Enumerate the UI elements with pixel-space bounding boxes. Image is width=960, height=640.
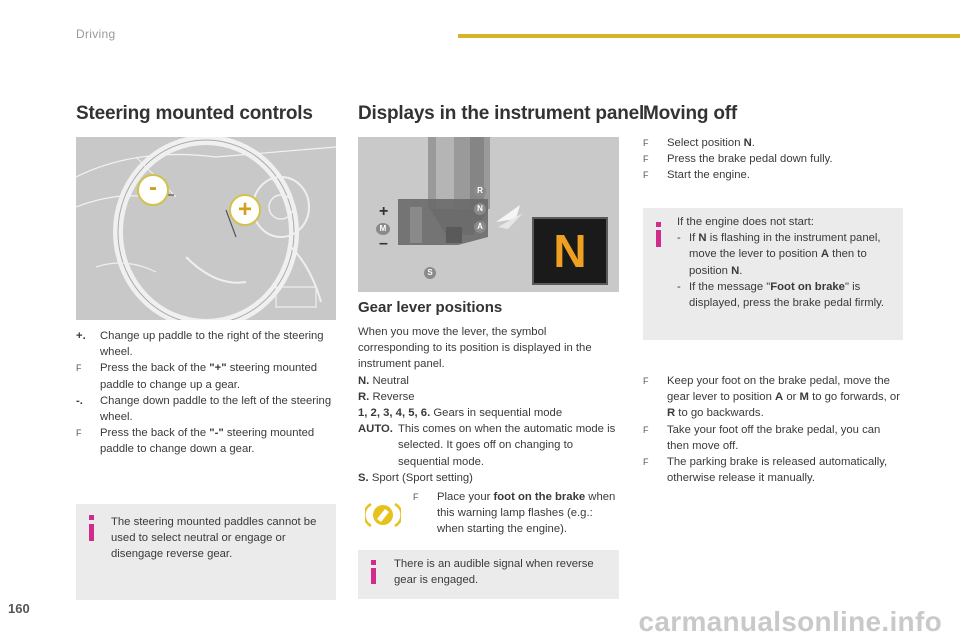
position-auto: AUTO. This comes on when the automatic mode is selected. It goes off on changing to sequential mode. (358, 423, 616, 468)
step-start-engine: F Start the engine. (643, 167, 905, 183)
row-text: Change up paddle to the right of the steering wheel. (100, 330, 324, 359)
bullet-icon: F (643, 376, 649, 386)
gate-label-m: M (376, 223, 390, 235)
gate-label-r: R (474, 185, 486, 197)
gear-lever-illustration (358, 137, 619, 292)
reverse-info-text: There is an audible signal when reverse gear is engaged. (394, 558, 594, 587)
paddle-info-text: The steering mounted paddles cannot be used to select neutral or engage or disengage reverse gear. (111, 516, 317, 561)
position-sport: S. Sport (Sport setting) (358, 471, 473, 484)
paddle-row-minus (76, 393, 338, 425)
header-rule (458, 34, 960, 38)
step-press-brake: F Press the brake pedal down fully. (643, 151, 905, 167)
bullet-icon: F (643, 170, 649, 181)
step-select-n: F Select position N. (643, 135, 905, 151)
displays-title: Displays in the instrument panel (358, 103, 645, 124)
engine-start-info-text (677, 214, 897, 311)
bullet-icon: F (413, 492, 419, 502)
bullet-icon: F (643, 154, 649, 165)
moving-off-steps-2 (643, 373, 905, 486)
step-select-drive: F Keep your foot on the brake pedal, move the gear lever to position A or M to go forwards, or R to go backwards. (643, 373, 905, 422)
instrument-display (532, 217, 608, 285)
row-text: Change down paddle to the left of the steering wheel. (100, 394, 332, 424)
bullet-icon: F (76, 428, 82, 439)
bullet-icon: F (643, 424, 649, 435)
watermark: carmanualsonline.info (638, 606, 942, 637)
gear-positions-subtitle: Gear lever positions (358, 299, 503, 316)
gear-intro: When you move the lever, the symbol corresponding to its position is displayed in the instrument panel. (358, 326, 592, 371)
gate-label-n: N (474, 203, 486, 215)
paddle-row-plus (76, 328, 338, 360)
row-text: Press the back of the "+" steering mounted paddle to change up a gear. (100, 362, 318, 391)
bullet-icon: F (643, 138, 649, 148)
gear-positions-text (358, 324, 620, 486)
steering-wheel-illustration (76, 137, 336, 320)
plus-paddle-icon: + (229, 194, 261, 226)
warning-text: Place your foot on the brake when this warning lamp flashes (e.g.: when starting the engine). (437, 491, 616, 536)
info-icon (371, 560, 376, 565)
row-key: +. (76, 330, 86, 342)
info-item-foot-on-brake: - If the message "Foot on brake" is displayed, press the brake pedal firmly. (677, 280, 885, 310)
paddle-row-plus-press (76, 360, 338, 392)
info-item-flashing-n: - If N is flashing in the instrument panel, move the lever to position A then to position N. (677, 232, 881, 277)
page-number: 160 (8, 601, 30, 616)
minus-paddle-icon: - (137, 174, 169, 206)
bullet-icon: F (76, 363, 82, 374)
moving-off-steps (643, 135, 905, 184)
reverse-info-box (358, 550, 619, 599)
info-icon (89, 515, 94, 520)
gate-label-plus: + (379, 203, 389, 220)
position-sequential: 1, 2, 3, 4, 5, 6. Gears in sequential mode (358, 407, 563, 420)
display-gear-letter: N (553, 225, 587, 277)
info-title: If the engine does not start: (677, 216, 814, 228)
paddle-instructions (76, 328, 338, 458)
position-reverse: R. Reverse (358, 390, 415, 403)
foot-on-brake-warning-icon (365, 500, 401, 530)
step-parking-brake: F The parking brake is released automatically, otherwise release it manually. (643, 454, 905, 486)
engine-start-info-box (643, 208, 903, 340)
bullet-icon: F (643, 457, 649, 468)
moving-off-title: Moving off (643, 103, 738, 124)
info-icon (656, 222, 661, 227)
section-header: Driving (76, 27, 116, 41)
position-neutral: N. Neutral (358, 374, 409, 387)
steering-wheel-drawing (76, 137, 336, 320)
paddle-info-box (76, 504, 336, 600)
gate-label-a: A (474, 221, 486, 233)
gate-label-s: S (424, 267, 436, 279)
foot-on-brake-instruction (413, 489, 619, 538)
row-key: -. (76, 394, 83, 407)
paddle-row-minus-press (76, 425, 338, 457)
step-release-brake: F Take your foot off the brake pedal, you can then move off. (643, 422, 905, 454)
gate-label-minus: – (379, 235, 388, 252)
row-text: Press the back of the "-" steering mounted paddle to change down a gear. (100, 427, 315, 456)
steering-controls-title: Steering mounted controls (76, 103, 313, 124)
